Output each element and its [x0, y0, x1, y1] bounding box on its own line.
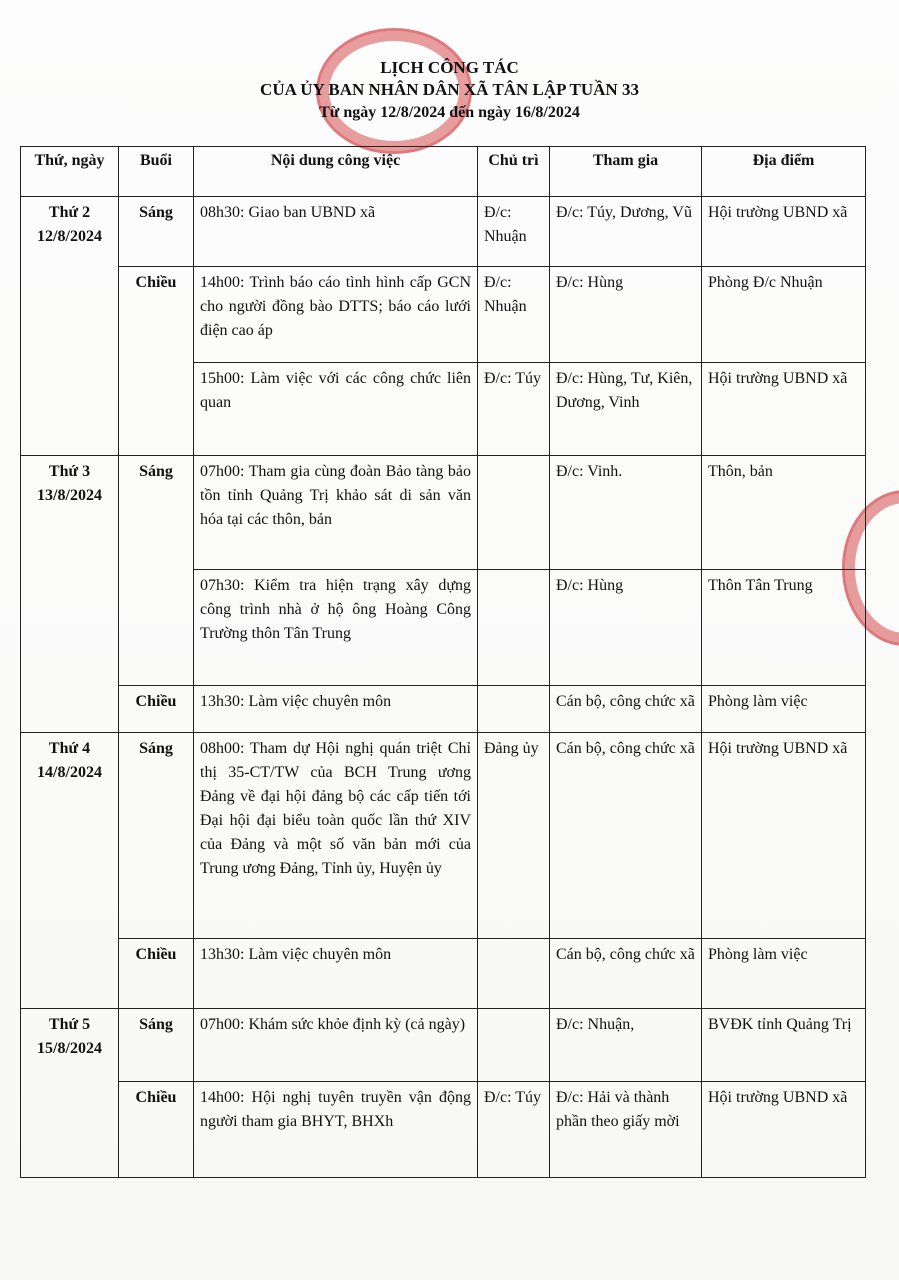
session-cell: Sáng — [119, 197, 194, 267]
content-cell: 13h30: Làm việc chuyên môn — [194, 939, 478, 1009]
chair-cell — [478, 1009, 550, 1081]
document-title: LỊCH CÔNG TÁC — [380, 58, 519, 77]
location-cell: Phòng làm việc — [702, 686, 866, 732]
day-name: Thứ 3 — [48, 462, 91, 480]
session-cell: Chiều — [119, 686, 194, 732]
day-date: 15/8/2024 — [37, 1040, 102, 1058]
content-cell: 07h00: Tham gia cùng đoàn Bảo tàng bảo tồn tỉnh Quảng Trị khảo sát di sản văn hóa tại các thôn, bản — [194, 455, 478, 569]
location-cell: Thôn Tân Trung — [702, 570, 866, 686]
table-row — [21, 197, 866, 267]
table-row — [21, 455, 866, 569]
session-cell: Chiều — [119, 267, 194, 456]
header-day: Thứ, ngày — [21, 147, 119, 197]
chair-cell: Đ/c: Túy — [478, 363, 550, 455]
session-cell: Sáng — [119, 732, 194, 939]
schedule-table — [20, 146, 866, 1178]
chair-cell: Đảng ủy — [478, 732, 550, 939]
content-cell: 08h30: Giao ban UBND xã — [194, 197, 478, 267]
chair-cell: Đ/c: Túy — [478, 1081, 550, 1177]
day-name: Thứ 2 — [48, 204, 91, 221]
participants-cell: Đ/c: Hải và thành phần theo giấy mời — [550, 1081, 702, 1177]
header-session: Buổi — [119, 147, 194, 197]
chair-cell — [478, 455, 550, 569]
location-cell: Phòng làm việc — [702, 939, 866, 1009]
day-date: 13/8/2024 — [37, 486, 102, 504]
participants-cell: Cán bộ, công chức xã — [550, 686, 702, 732]
content-cell: 08h00: Tham dự Hội nghị quán triệt Chỉ thị 35-CT/TW của BCH Trung ương Đảng về đại hội đảng bộ các cấp tiến tới Đại hội đại biểu toàn quốc lần thứ XIV của Đảng và một số văn bản mới của Trung ương Đảng, Tỉnh ủy, Huyện ủy — [194, 732, 478, 939]
participants-cell: Cán bộ, công chức xã — [550, 732, 702, 939]
participants-cell: Đ/c: Vinh. — [550, 455, 702, 569]
day-date: 12/8/2024 — [37, 228, 102, 245]
chair-cell — [478, 686, 550, 732]
content-cell: 14h00: Hội nghị tuyên truyền vận động người tham gia BHYT, BHXh — [194, 1081, 478, 1177]
day-name: Thứ 5 — [48, 1016, 91, 1034]
header-participants: Tham gia — [550, 147, 702, 197]
participants-cell: Đ/c: Túy, Dương, Vũ — [550, 197, 702, 267]
content-cell: 14h00: Trình báo cáo tình hình cấp GCN cho người đồng bào DTTS; báo cáo lưới điện cao áp — [194, 267, 478, 363]
content-cell: 07h00: Khám sức khỏe định kỳ (cả ngày) — [194, 1009, 478, 1081]
content-cell: 07h30: Kiểm tra hiện trạng xây dựng công trình nhà ở hộ ông Hoàng Công Trường thôn Tân Trung — [194, 570, 478, 686]
header-chair: Chủ trì — [478, 147, 550, 197]
day-cell — [21, 1009, 119, 1178]
document-subtitle: CỦA ỦY BAN NHÂN DÂN XÃ TÂN LẬP TUẦN 33 — [260, 80, 639, 99]
day-cell — [21, 197, 119, 456]
location-cell: Hội trường UBND xã — [702, 197, 866, 267]
day-cell — [21, 732, 119, 1009]
location-cell: Thôn, bản — [702, 455, 866, 569]
header-location: Địa điểm — [702, 147, 866, 197]
session-cell: Sáng — [119, 455, 194, 686]
location-cell: Hội trường UBND xã — [702, 1081, 866, 1177]
content-cell: 13h30: Làm việc chuyên môn — [194, 686, 478, 732]
day-date: 14/8/2024 — [37, 763, 102, 781]
participants-cell: Đ/c: Hùng — [550, 570, 702, 686]
chair-cell: Đ/c: Nhuận — [478, 267, 550, 363]
table-row — [21, 1009, 866, 1081]
participants-cell: Đ/c: Hùng — [550, 267, 702, 363]
session-cell: Chiều — [119, 939, 194, 1009]
content-cell: 15h00: Làm việc với các công chức liên quan — [194, 363, 478, 455]
participants-cell: Cán bộ, công chức xã — [550, 939, 702, 1009]
chair-cell: Đ/c: Nhuận — [478, 197, 550, 267]
date-range: Từ ngày 12/8/2024 đến ngày 16/8/2024 — [319, 104, 580, 121]
location-cell: BVĐK tỉnh Quảng Trị — [702, 1009, 866, 1081]
header-content: Nội dung công việc — [194, 147, 478, 197]
location-cell: Hội trường UBND xã — [702, 732, 866, 939]
chair-cell — [478, 570, 550, 686]
day-cell — [21, 455, 119, 732]
location-cell: Hội trường UBND xã — [702, 363, 866, 455]
table-row — [21, 686, 866, 732]
header-row — [21, 147, 866, 197]
chair-cell — [478, 939, 550, 1009]
session-cell: Chiều — [119, 1081, 194, 1177]
participants-cell: Đ/c: Nhuận, — [550, 1009, 702, 1081]
location-cell: Phòng Đ/c Nhuận — [702, 267, 866, 363]
table-row — [21, 939, 866, 1009]
table-row — [21, 1081, 866, 1177]
table-row — [21, 732, 866, 939]
day-name: Thứ 4 — [48, 739, 91, 757]
session-cell: Sáng — [119, 1009, 194, 1081]
table-row — [21, 267, 866, 363]
participants-cell: Đ/c: Hùng, Tư, Kiên, Dương, Vinh — [550, 363, 702, 455]
